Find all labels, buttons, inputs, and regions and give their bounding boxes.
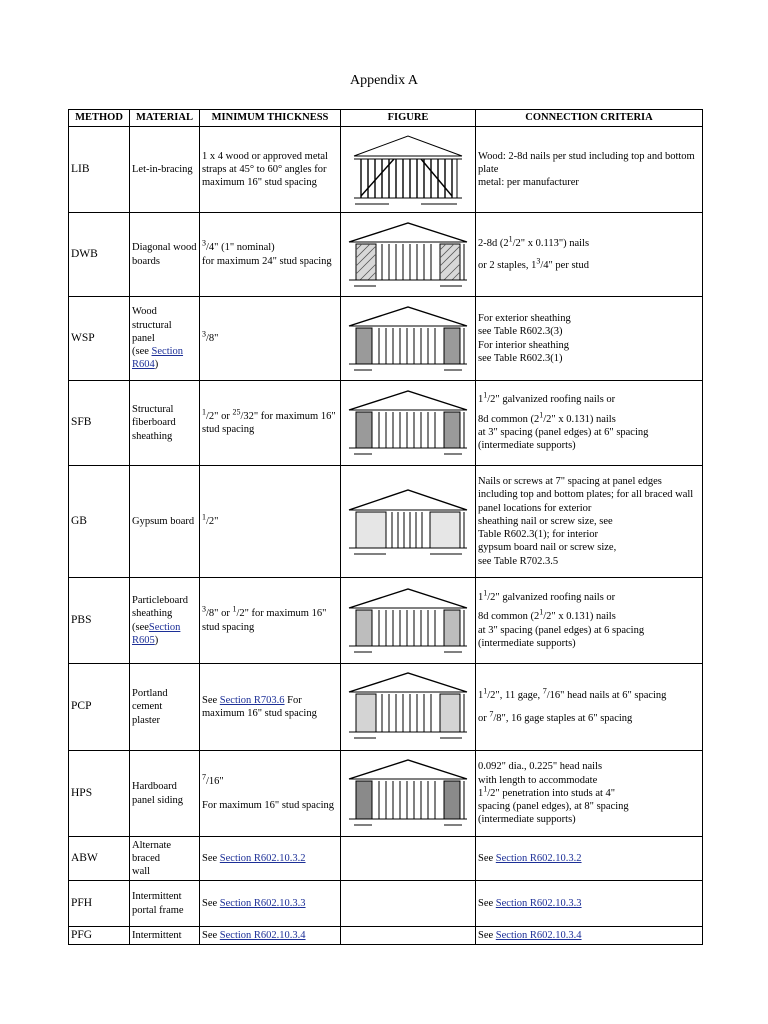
material-cell [130,751,200,837]
criteria-text: /2" penetration into studs at 4" spacing (panel edges), at 8" spacing (intermediate supports) [478,787,629,826]
table-header-row [69,110,703,127]
page-title: Appendix A [349,73,419,88]
table-row [69,381,703,466]
section-link[interactable]: Section R602.10.3.2 [495,852,582,864]
fraction-numerator: 1 [232,604,237,614]
header-figure: FIGURE [341,110,476,127]
section-link[interactable]: Section R602.10.3.2 [219,852,306,864]
criteria-line: gypsum board nail or screw size, [478,542,617,554]
material-cell: Gypsum board [130,466,200,578]
thickness-line: For maximum 16" stud spacing [202,799,335,811]
fraction-numerator: 3 [202,604,206,614]
fraction-numerator: 1 [202,512,206,522]
fraction-rest: /8" [206,332,219,344]
thickness-cell [200,297,341,381]
criteria-text: 1 [478,787,484,799]
method-cell: PFH [69,881,130,927]
criteria-line: For interior sheathing [478,339,569,351]
section-link[interactable]: Section R602.10.3.4 [219,929,306,941]
material-text: (see [132,346,152,358]
criteria-text: /2", 11 gage, [487,689,543,701]
bracing-methods-table [68,109,703,945]
criteria-sup: 1 [483,686,488,696]
criteria-sup: 1 [508,234,513,244]
criteria-text: See [478,897,496,909]
criteria-cell [476,927,703,945]
wood-panel-figure [346,304,470,374]
thickness-cell [200,381,341,466]
header-criteria: CONNECTION CRITERIA [476,110,703,127]
thickness-text: See [202,929,220,941]
thickness-cell [200,837,341,881]
section-link[interactable]: Section R604 [132,346,184,371]
material-text: Wood structural panel [132,306,172,344]
section-link[interactable]: Section R602.10.3.3 [495,897,582,909]
material-text: (see [132,621,149,633]
figure-cell [341,381,476,466]
method-cell: PCP [69,664,130,751]
criteria-line: 0.092" dia., 0.225" head nails with length to accommodate [478,761,603,786]
criteria-cell [476,578,703,664]
criteria-text: or [478,713,490,724]
criteria-cell [476,466,703,578]
criteria-line: at 3" spacing (panel edges) at 6 spacing (intermediate supports) [478,624,645,649]
criteria-sup: 1 [483,390,488,400]
header-thickness: MINIMUM THICKNESS [200,110,341,127]
figure-cell [341,837,476,881]
criteria-sup: 7 [489,709,494,719]
criteria-line: Wood: 2-8d nails per stud including top and bottom plate [478,150,695,175]
thickness-line: for maximum 24" stud spacing [202,255,332,267]
figure-cell [341,664,476,751]
figure-cell [341,578,476,664]
criteria-text: See [478,852,496,864]
section-link[interactable]: Section R602.10.3.3 [219,897,306,909]
table-row [69,837,703,881]
thickness-text: See [202,694,220,706]
thickness-text: See [202,852,220,864]
criteria-line: For exterior sheathing [478,312,571,324]
material-text: Portland cement plaster [132,688,168,726]
criteria-text: /2" x 0.113") nails [512,238,590,250]
criteria-text: or 2 staples, 1 [478,259,537,271]
method-cell: LIB [69,127,130,213]
criteria-text: 1 [478,591,484,603]
figure-cell [341,927,476,945]
criteria-sup: 1 [539,607,544,617]
criteria-line: Nails or screws at 7" spacing at panel edges including top and bottom plates; for all braced wall [478,475,694,501]
thickness-text: For maximum 16" stud spacing [202,694,317,719]
criteria-text: 8d common (2 [478,611,540,623]
method-cell: DWB [69,213,130,297]
material-text: Structural fiberboard sheathing [132,404,176,442]
fraction-rest: /2" for maximum 16" stud spacing [202,608,327,633]
criteria-cell [476,664,703,751]
criteria-cell [476,297,703,381]
material-cell [130,578,200,664]
thickness-text: See [202,897,220,909]
header-method: METHOD [69,110,130,127]
method-cell: WSP [69,297,130,381]
particleboard-figure [346,586,470,656]
criteria-cell [476,381,703,466]
criteria-cell [476,127,703,213]
thickness-cell [200,751,341,837]
material-text: Intermittent portal frame [132,891,184,916]
criteria-text: /2" x 0.131) nails [543,413,616,425]
gypsum-board-figure [346,484,470,560]
section-link[interactable]: Section R703.6 [219,694,285,706]
fraction-numerator: 3 [202,238,206,248]
criteria-cell [476,837,703,881]
table-row [69,466,703,578]
fraction-numerator: 3 [202,329,206,339]
table-row [69,927,703,945]
material-text: Alternate braced wall [132,839,172,878]
material-cell: Diagonal wood boards [130,213,200,297]
hardboard-figure [346,757,470,831]
criteria-line: sheathing nail or screw size, see [478,515,613,527]
criteria-text: 2-8d (2 [478,238,509,250]
criteria-cell [476,213,703,297]
thickness-cell [200,927,341,945]
criteria-sup: 7 [542,686,547,696]
fraction-rest: /4" (1" nominal) [206,242,275,254]
material-cell [130,881,200,927]
thickness-cell [200,578,341,664]
fraction-rest: /8" or [206,608,233,620]
criteria-text: 1 [478,689,484,701]
criteria-text: /2" galvanized roofing nails or [487,394,616,406]
material-text: Hardboard panel siding [132,781,184,806]
table-row [69,213,703,297]
thickness-cell [200,466,341,578]
method-cell: GB [69,466,130,578]
figure-cell [341,751,476,837]
material-cell: Intermittent [130,927,200,945]
thickness-cell [200,664,341,751]
cement-plaster-figure [346,670,470,744]
criteria-text: /2" x 0.131) nails [543,611,616,623]
criteria-line: see Table R602.3(1) [478,352,563,364]
section-link[interactable]: Section R605 [132,621,181,646]
thickness-cell [200,213,341,297]
material-cell [130,837,200,881]
fraction-numerator: 25 [232,407,241,417]
criteria-sup: 3 [536,256,541,265]
criteria-line: metal: per manufacturer [478,177,579,189]
fraction-rest: /32" for maximum 16" stud spacing [202,410,336,435]
fraction-rest: /2" [206,515,219,527]
criteria-sup: 1 [483,784,488,794]
fraction-rest: /16" [206,776,224,788]
thickness-cell [200,881,341,927]
criteria-text: /16" head nails at 6" spacing [546,689,667,701]
material-cell [130,381,200,466]
criteria-line: see Table R702.3.5 [478,555,559,567]
method-cell: SFB [69,381,130,466]
criteria-text: 8d common (2 [478,413,540,425]
table-row [69,881,703,927]
let-in-bracing-figure [349,132,467,208]
table-row [69,127,703,213]
table-row [69,751,703,837]
criteria-text: /8", 16 gage staples at 6" spacing [493,713,633,724]
figure-cell [341,466,476,578]
criteria-line: Table R602.3(1); for interior [478,529,598,541]
figure-cell [341,127,476,213]
criteria-text: /4" per stud [540,259,589,271]
fraction-rest: /2" or [206,410,233,422]
table-row [69,297,703,381]
criteria-sup: 1 [539,410,544,420]
figure-cell [341,213,476,297]
fiberboard-figure [346,388,470,458]
method-cell: HPS [69,751,130,837]
material-cell [130,664,200,751]
criteria-cell [476,881,703,927]
fraction-numerator: 1 [202,407,206,417]
criteria-line: see Table R602.3(3) [478,326,563,338]
material-text: ) [154,359,159,371]
criteria-line: at 3" spacing (panel edges) at 6" spacing (intermediate supports) [478,427,649,452]
method-cell: PBS [69,578,130,664]
figure-cell [341,297,476,381]
diagonal-boards-figure [346,220,470,290]
figure-cell [341,881,476,927]
material-text: ) [154,634,159,646]
material-cell: Let-in-bracing [130,127,200,213]
table-row [69,578,703,664]
table-row [69,664,703,751]
criteria-line: panel locations for exterior [478,502,592,514]
material-text: Particleboard sheathing [132,594,188,620]
criteria-text: 1 [478,394,484,406]
criteria-text: /2" galvanized roofing nails or [487,591,616,603]
criteria-text: See [478,929,496,941]
fraction-numerator: 7 [202,772,206,782]
header-material: MATERIAL [130,110,200,127]
criteria-cell [476,751,703,837]
method-cell: PFG [69,927,130,945]
method-cell: ABW [69,837,130,881]
section-link[interactable]: Section R602.10.3.4 [495,929,582,941]
material-cell [130,297,200,381]
criteria-sup: 1 [483,588,488,598]
thickness-cell: 1 x 4 wood or approved metal straps at 45° to 60° angles for maximum 16" stud spacing [200,127,341,213]
